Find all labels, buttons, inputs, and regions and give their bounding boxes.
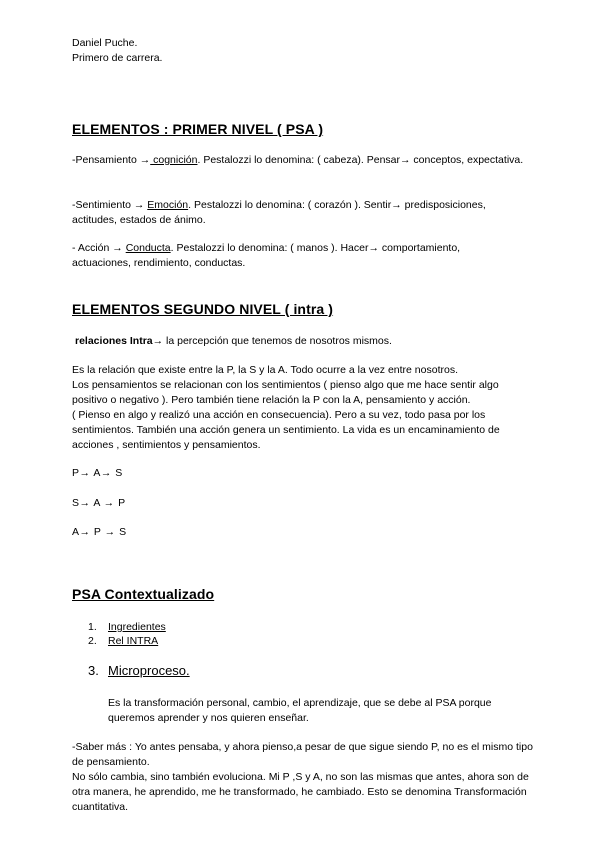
section3-title: PSA Contextualizado <box>72 586 215 602</box>
list-label: Microproceso. <box>108 663 190 678</box>
item-sentimiento <box>72 198 522 228</box>
item-term: Conducta <box>125 242 171 254</box>
paragraph-line: Es la relación que existe entre la P, la S y la A. Todo ocurre a la vez entre nosotros. <box>72 364 458 376</box>
item-term: Emoción <box>147 199 189 211</box>
paragraph-line: -Saber más : Yo antes pensaba, y ahora pienso,a pesar de que sigue siendo P, no es el mismo tipo de pensamiento. <box>72 741 533 768</box>
paragraph-line: ( Pienso en algo y realizó una acción en consecuencia). Pero a su vez, todo pasa por los sentimientos. También una acción genera un sentimiento. La vida es un encaminamiento de acciones , sentimientos y pensamientos. <box>72 409 500 451</box>
item-prefix: -Pensamiento → <box>72 154 151 166</box>
item-rest: . Pestalozzi lo denomina: ( corazón ). Sentir→ predisposiciones, actitudes, estados de ánimo. <box>72 199 486 226</box>
list-number: 3. <box>88 663 99 678</box>
list-label: Rel INTRA <box>108 635 159 647</box>
intra-paragraph <box>72 363 534 453</box>
saber-mas-paragraph <box>72 740 537 815</box>
microproceso-description: Es la transformación personal, cambio, el aprendizaje, que se debe al PSA porque queremos aprender y nos quieren enseñar. <box>108 697 492 724</box>
course-label: Primero de carrera. <box>72 52 163 64</box>
list-item <box>88 662 528 680</box>
item-rest: . Pestalozzi lo denomina: ( manos ). Hacer→ comportamiento, actuaciones, rendimiento, conductas. <box>72 242 461 269</box>
sequence-psa: P→ A→ S <box>72 467 123 479</box>
item-rest: . Pestalozzi lo denomina: ( cabeza). Pensar→ conceptos, expectativa. <box>197 154 524 166</box>
intra-term: relaciones Intra <box>75 335 153 347</box>
author-name: Daniel Puche. <box>72 37 138 49</box>
section2-title: ELEMENTOS SEGUNDO NIVEL ( intra ) <box>72 301 334 317</box>
sequence-sap: S→ A → P <box>72 497 126 509</box>
item-prefix: - Acción → <box>72 242 126 254</box>
intra-definition <box>75 334 545 349</box>
sequence-aps: A→ P → S <box>72 526 127 538</box>
item-pensamiento <box>72 153 527 168</box>
item-accion <box>72 241 512 271</box>
list-item <box>88 620 528 635</box>
item-term: cognición <box>150 154 198 166</box>
paragraph-line: No sólo cambia, sino también evoluciona. Mi P ,S y A, no son las mismas que antes, ahora son de otra manera, he aprendido, me he transformado, he cambiado. Esto se denomina Transformación cuantitativa. <box>72 771 529 813</box>
item-prefix: -Sentimiento → <box>72 199 148 211</box>
list-number: 1. <box>88 621 97 633</box>
list-number: 2. <box>88 635 97 647</box>
author-header <box>72 36 542 66</box>
intra-desc: → la percepción que tenemos de nosotros mismos. <box>152 335 392 347</box>
list-label: Ingredientes <box>108 621 166 633</box>
list-item <box>88 634 528 649</box>
paragraph-line: Los pensamientos se relacionan con los sentimientos ( pienso algo que me hace sentir algo positivo o negativo ). Pero también tiene relación la P con la A, pensamiento y acción. <box>72 379 499 406</box>
section1-title: ELEMENTOS : PRIMER NIVEL ( PSA ) <box>72 121 324 137</box>
